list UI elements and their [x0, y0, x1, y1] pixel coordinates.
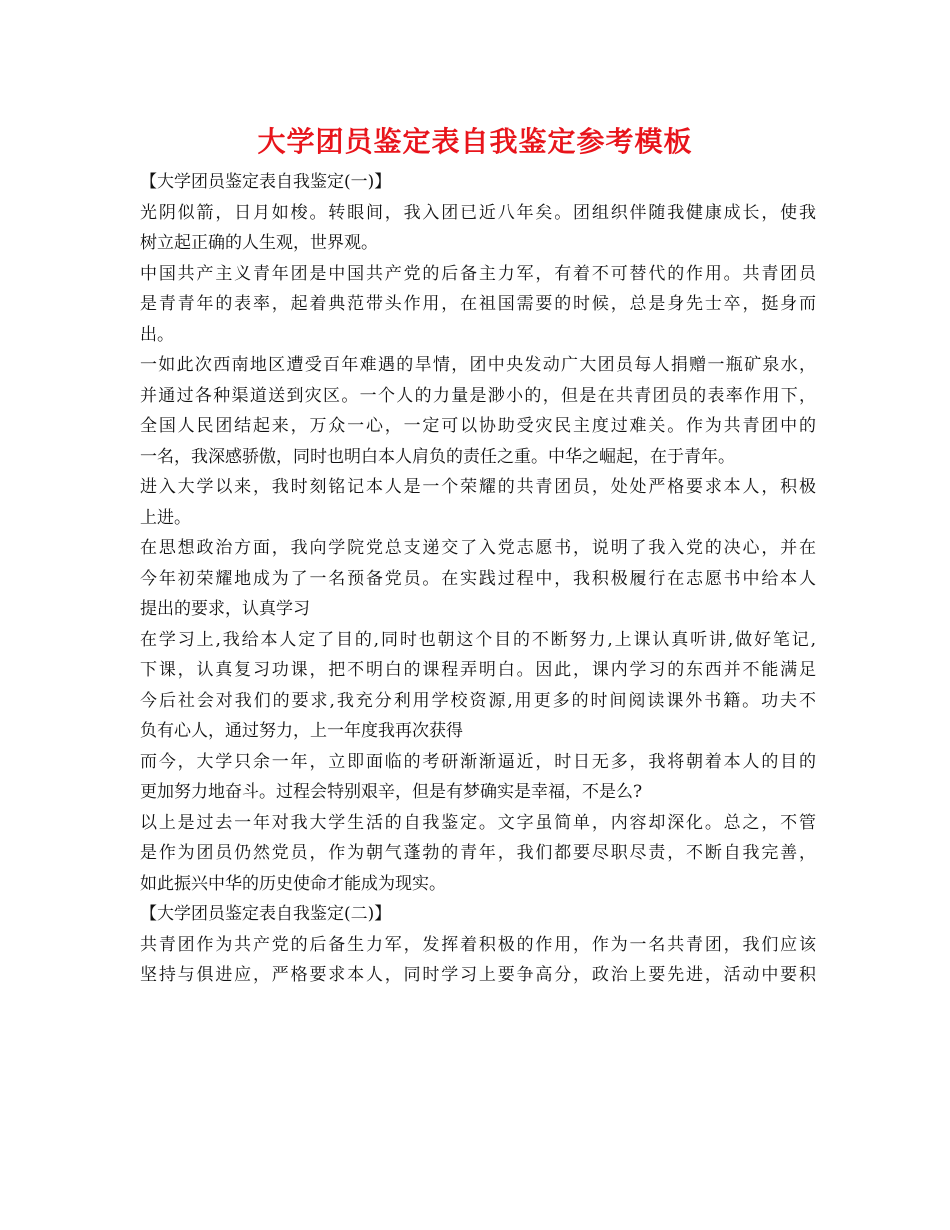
- document-body: [140, 167, 816, 991]
- paragraph-line: 提出的要求，认真学习: [140, 599, 310, 619]
- paragraph-line: 今后社会对我们的要求,我充分利用学校资源,用更多的时间阅读课外书籍。功夫不: [140, 690, 816, 711]
- paragraph-line: 更加努力地奋斗。过程会特别艰辛，但是有梦确实是幸福，不是么?: [140, 782, 643, 802]
- paragraph-line: 一如此次西南地区遭受百年难遇的旱情，团中央发动广大团员每人捐赠一瓶矿泉水，: [140, 355, 816, 375]
- paragraph-line: 下课，认真复习功课，把不明白的课程弄明白。因此，课内学习的东西并不能满足: [140, 660, 816, 680]
- paragraph-line: 出。: [140, 324, 174, 345]
- paragraph-line: 全国人民团结起来，万众一心，一定可以协助受灾民主度过难关。作为共青团中的: [140, 416, 816, 436]
- paragraph-line: 【大学团员鉴定表自我鉴定(二)】: [140, 904, 392, 924]
- paragraph-line: 上进。: [140, 507, 191, 528]
- paragraph-line: 在学习上,我给本人定了目的,同时也朝这个目的不断努力,上课认真听讲,做好笔记,: [140, 629, 816, 650]
- paragraph-line: 树立起正确的人生观，世界观。: [140, 233, 378, 253]
- paragraph-line: 是青青年的表率，起着典范带头作用，在祖国需要的时候，总是身先士卒，挺身而: [140, 294, 816, 314]
- paragraph-line: 坚持与俱进应，严格要求本人，同时学习上要争高分，政治上要先进，活动中要积: [140, 965, 816, 985]
- paragraph-line: 负有心人，通过努力，上一年度我再次获得: [140, 721, 463, 741]
- paragraph-line: 今年初荣耀地成为了一名预备党员。在实践过程中，我积极履行在志愿书中给本人: [140, 568, 816, 589]
- paragraph-line: 进入大学以来，我时刻铭记本人是一个荣耀的共青团员，处处严格要求本人，积极: [140, 477, 816, 497]
- paragraph-line: 而今，大学只余一年，立即面临的考研渐渐逼近，时日无多，我将朝着本人的目的: [140, 751, 816, 772]
- document-title: 大学团员鉴定表自我鉴定参考模板: [257, 125, 693, 158]
- paragraph-line: 并通过各种渠道送到灾区。一个人的力量是渺小的，但是在共青团员的表率作用下，: [140, 385, 816, 406]
- paragraph-line: 【大学团员鉴定表自我鉴定(一)】: [140, 172, 392, 192]
- paragraph-line: 共青团作为共产党的后备生力军，发挥着积极的作用，作为一名共青团，我们应该: [140, 934, 816, 955]
- paragraph-line: 中国共产主义青年团是中国共产党的后备主力军，有着不可替代的作用。共青团员: [140, 263, 816, 284]
- paragraph-line: 光阴似箭，日月如梭。转眼间，我入团已近八年矣。团组织伴随我健康成长，使我: [140, 202, 816, 223]
- paragraph-line: 是作为团员仍然党员，作为朝气蓬勃的青年，我们都要尽职尽责，不断自我完善，: [140, 843, 816, 863]
- paragraph-line: 如此振兴中华的历史使命才能成为现实。: [140, 873, 446, 894]
- paragraph-line: 在思想政治方面，我向学院党总支递交了入党志愿书，说明了我入党的决心，并在: [140, 538, 816, 558]
- paragraph-line: 以上是过去一年对我大学生活的自我鉴定。文字虽简单，内容却深化。总之，不管: [140, 812, 816, 833]
- paragraph-line: 一名，我深感骄傲，同时也明白本人肩负的责任之重。中华之崛起，在于青年。: [140, 446, 735, 467]
